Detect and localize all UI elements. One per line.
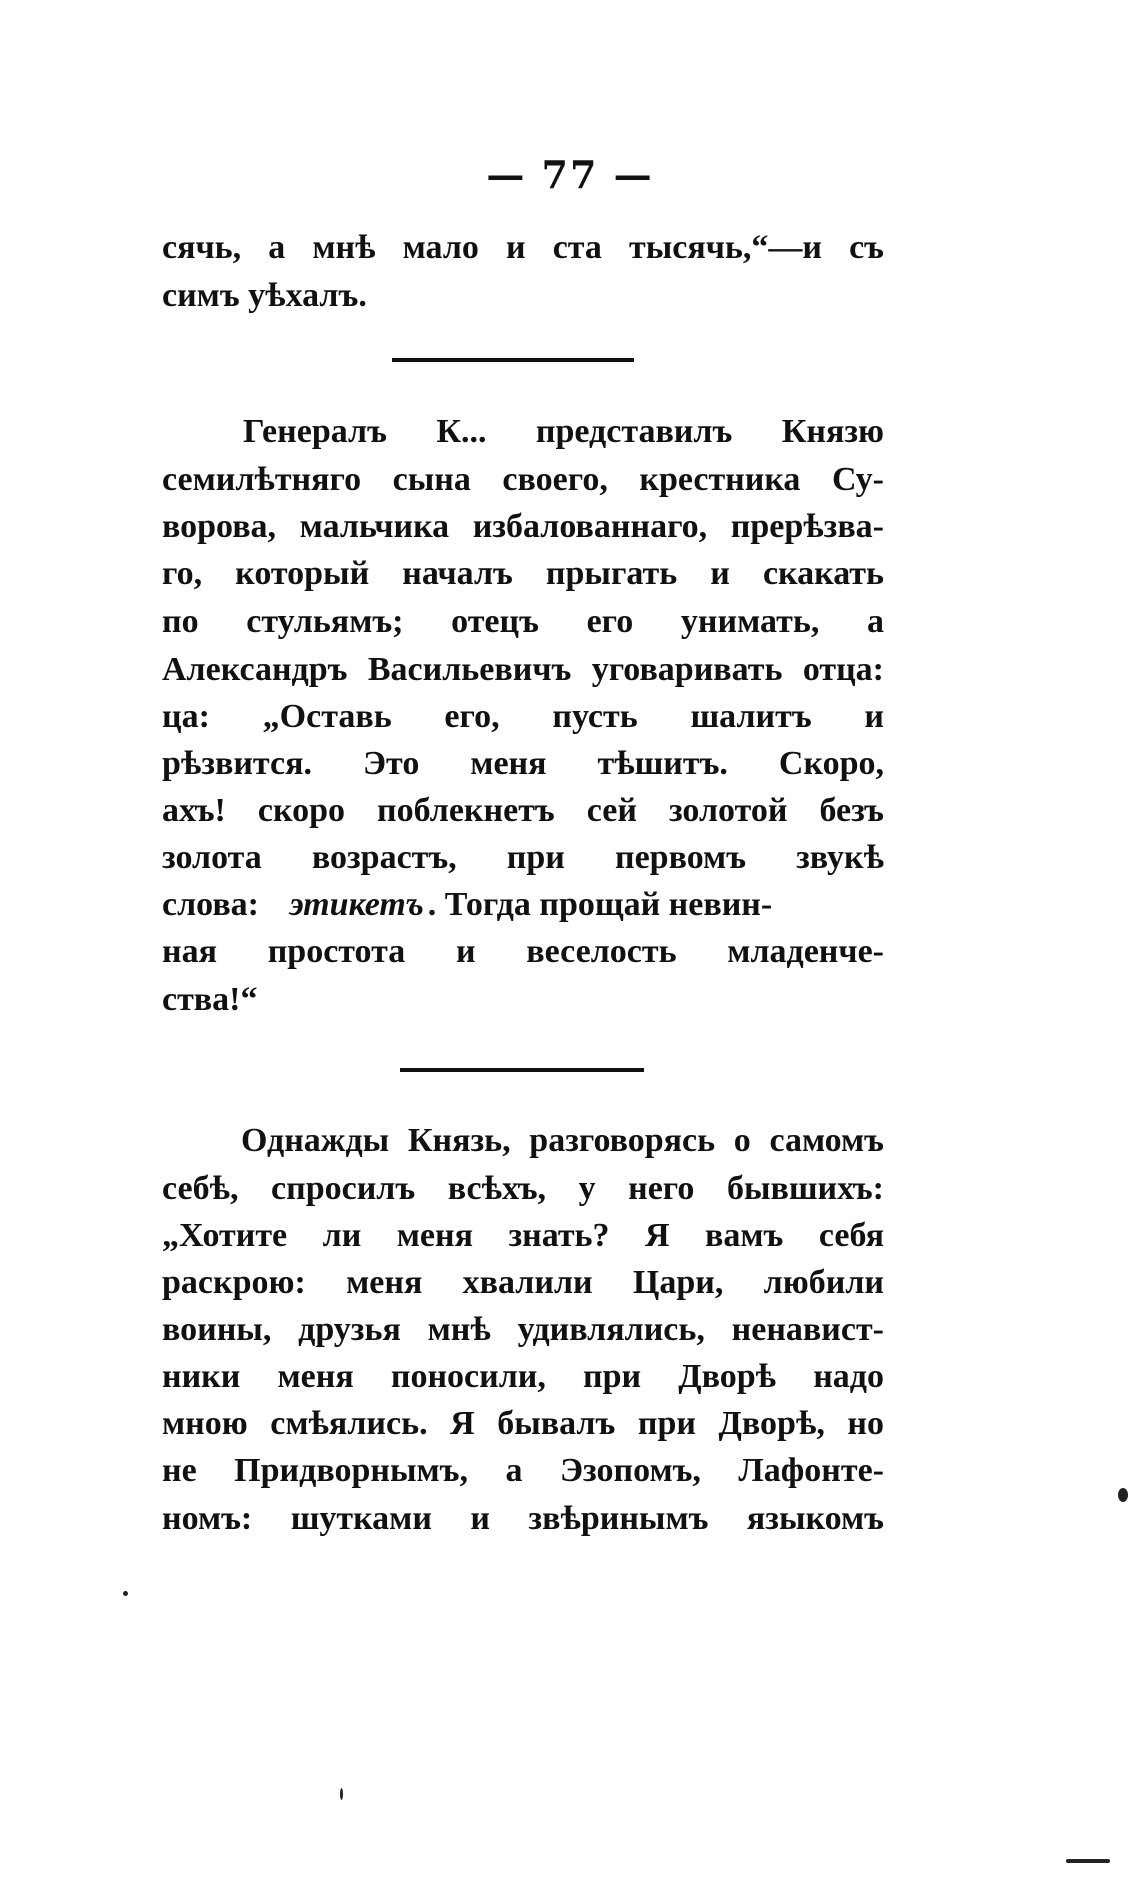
text-line: рѣзвится. Это меня тѣшитъ. Скоро, — [162, 745, 884, 782]
text-line: „Хотите ли меня знать? Я вамъ себя — [162, 1217, 884, 1254]
text-fragment: слова: — [162, 886, 260, 923]
text-line: мною смѣялись. Я бывалъ при Дворѣ, но — [162, 1405, 884, 1442]
text-line: ахъ! скоро поблекнетъ сей золотой безъ — [162, 792, 884, 829]
text-line: воины, друзья мнѣ удивлялись, ненавист- — [162, 1311, 884, 1348]
text-line: Однажды Князь, разговорясь о самомъ — [241, 1122, 884, 1159]
text-line: ца: „Оставь его, пусть шалитъ и — [162, 698, 884, 735]
page-number: — 77 — — [486, 152, 654, 197]
text-line: себѣ, спросилъ всѣхъ, у него бывшихъ: — [162, 1170, 884, 1207]
text-fragment: . Тогда прощай невин- — [427, 886, 773, 923]
text-line: золота возрастъ, при первомъ звукѣ — [162, 839, 884, 876]
text-line: по стульямъ; отецъ его унимать, а — [162, 603, 884, 640]
text-line: го, который началъ прыгать и скакать — [162, 555, 884, 592]
section-divider — [392, 358, 634, 362]
text-line: сячь, а мнѣ мало и ста тысячь,“—и съ — [162, 229, 884, 266]
text-line: не Придворнымъ, а Эзопомъ, Лафонте- — [162, 1452, 884, 1489]
scan-speck — [340, 1788, 343, 1800]
text-line: ства!“ — [162, 981, 258, 1018]
text-line: симъ уѣхалъ. — [162, 277, 367, 314]
text-fragment-italic: этикетъ — [289, 886, 424, 923]
text-line: Александръ Васильевичъ уговаривать отца: — [162, 651, 884, 688]
text-line: ная простота и веселость младенче- — [162, 933, 884, 970]
text-line: ники меня поносили, при Дворѣ надо — [162, 1358, 884, 1395]
scan-speck — [123, 1591, 128, 1596]
text-line — [162, 885, 884, 925]
text-line: Генералъ К... представилъ Князю — [243, 413, 884, 450]
text-line: ворова, мальчика избалованнаго, прерѣзва- — [162, 508, 884, 545]
scan-speck — [1066, 1859, 1110, 1863]
text-line: раскрою: меня хвалили Цари, любили — [162, 1264, 884, 1301]
text-line: семилѣтняго сына своего, крестника Су- — [162, 461, 884, 498]
text-line: номъ: шутками и звѣринымъ языкомъ — [162, 1500, 884, 1537]
section-divider — [400, 1068, 644, 1072]
scan-speck — [1118, 1488, 1128, 1502]
